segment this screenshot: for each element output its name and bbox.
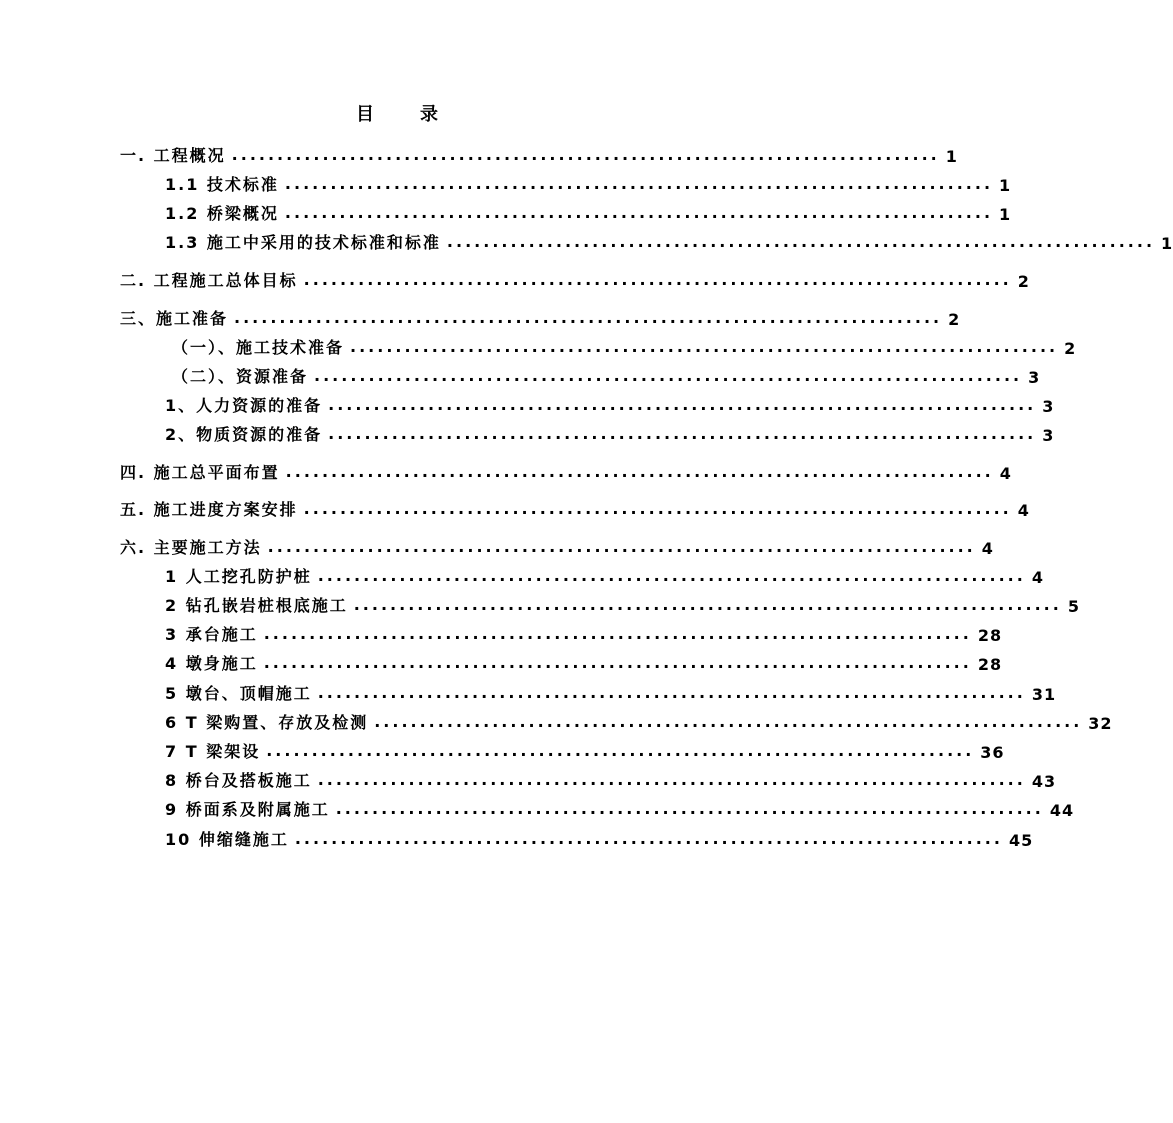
toc-leader-dots: .............................................................................. [374,712,1083,731]
toc-entry[interactable] [165,680,1057,704]
toc-leader-dots: .............................................................................. [263,624,972,643]
toc-leader-dots: .............................................................................. [285,462,994,481]
toc-entry[interactable] [165,796,1075,820]
toc-entry-text: 6 T 梁购置、存放及检测 [165,713,369,732]
toc-page-number: 4 [999,464,1012,483]
toc-leader-dots: .............................................................................. [234,308,943,327]
toc-leader-dots: .............................................................................. [284,203,994,222]
toc-page-number: 5 [1067,597,1080,616]
toc-leader-dots: .............................................................................. [303,499,1012,518]
toc-leader-dots: .............................................................................. [317,770,1026,789]
toc-page-number: 1 [1161,234,1173,253]
toc-leader-dots: .............................................................................. [335,799,1044,818]
toc-entry[interactable] [165,826,1034,850]
toc-entry[interactable] [165,392,1055,416]
toc-entry-text: 1.3 施工中采用的技术标准和标准 [165,233,441,252]
toc-entry[interactable] [120,305,961,329]
toc-page-number: 28 [977,655,1003,674]
toc-page-number: 4 [1031,568,1044,587]
toc-leader-dots: .............................................................................. [263,653,972,672]
toc-page-number: 2 [1017,272,1030,291]
toc-entry-text: 三、施工准备 [120,309,229,328]
toc-page-number: 45 [1008,831,1034,850]
toc-entry-text: （二）、资源准备 [172,367,309,386]
toc-leader-dots: .............................................................................. [267,537,976,556]
toc-page-number: 3 [1042,426,1055,445]
toc-entry[interactable] [172,334,1077,358]
toc-page-number: 3 [1042,397,1055,416]
toc-entry[interactable] [165,709,1113,733]
toc-page-number: 1 [945,147,958,166]
toc-entry-text: 一. 工程概况 [120,146,226,165]
toc-page-number: 44 [1049,801,1075,820]
toc-entry-text: 7 T 梁架设 [165,742,261,761]
toc-leader-dots: .............................................................................. [266,741,975,760]
toc-page-number: 2 [1064,339,1077,358]
toc-leader-dots: .............................................................................. [231,145,940,164]
toc-page-number: 2 [948,310,961,329]
toc-entry[interactable] [165,767,1057,791]
toc-leader-dots: .............................................................................. [317,683,1026,702]
toc-entry-text: 1.2 桥梁概况 [165,204,279,223]
toc-leader-dots: .............................................................................. [303,270,1012,289]
toc-entry[interactable] [165,650,1003,674]
toc-page-number: 36 [980,743,1005,762]
toc-entry-text: 1.1 技术标准 [165,175,279,194]
toc-page-number: 31 [1031,685,1057,704]
toc-page-number: 4 [1017,501,1030,520]
toc-page-number: 1 [999,205,1012,224]
toc-entry[interactable] [120,267,1030,291]
toc-leader-dots: .............................................................................. [294,829,1003,848]
toc-entry[interactable] [165,200,1012,224]
toc-entry-text: （一）、施工技术准备 [172,338,345,357]
toc-entry[interactable] [165,421,1055,445]
toc-entry-text: 10 伸缩缝施工 [165,830,289,849]
toc-title: 目 录 [356,104,452,125]
toc-entry[interactable] [120,142,958,166]
toc-entry-text: 四. 施工总平面布置 [120,463,280,482]
toc-entry-text: 2、物质资源的准备 [165,425,323,444]
toc-entry[interactable] [165,229,1173,253]
toc-page-number: 1 [999,176,1012,195]
toc-entry-text: 二. 工程施工总体目标 [120,271,298,290]
toc-leader-dots: .............................................................................. [328,395,1037,414]
toc-leader-dots: .............................................................................. [284,174,994,193]
toc-entry-text: 1 人工挖孔防护桩 [165,567,312,586]
toc-entry[interactable] [165,738,1005,762]
toc-leader-dots: .............................................................................. [314,366,1023,385]
toc-leader-dots: .............................................................................. [317,566,1026,585]
toc-leader-dots: .............................................................................. [353,595,1062,614]
toc-entry-text: 8 桥台及搭板施工 [165,771,312,790]
toc-entry-text: 六. 主要施工方法 [120,538,262,557]
toc-leader-dots: .............................................................................. [446,232,1156,251]
toc-leader-dots: .............................................................................. [328,424,1037,443]
toc-entry-text: 3 承台施工 [165,625,258,644]
toc-page-number: 28 [977,626,1003,645]
toc-page-number: 43 [1031,772,1057,791]
toc-entry-text: 9 桥面系及附属施工 [165,800,330,819]
toc-entry-text: 4 墩身施工 [165,654,258,673]
toc-entry[interactable] [120,534,994,558]
toc-entry[interactable] [120,496,1030,520]
toc-entry[interactable] [165,563,1044,587]
toc-entry[interactable] [172,363,1041,387]
toc-entry[interactable] [165,171,1012,195]
toc-entry[interactable] [165,621,1003,645]
toc-entry-text: 5 墩台、顶帽施工 [165,684,312,703]
toc-page-number: 32 [1088,714,1113,733]
toc-entry-text: 1、人力资源的准备 [165,396,323,415]
toc-entry[interactable] [165,592,1080,616]
toc-entry-text: 五. 施工进度方案安排 [120,500,298,519]
toc-leader-dots: .............................................................................. [350,337,1059,356]
toc-entry-text: 2 钻孔嵌岩桩根底施工 [165,596,348,615]
toc-page-number: 3 [1028,368,1041,387]
toc-entry[interactable] [120,459,1012,483]
toc-page-number: 4 [981,539,994,558]
